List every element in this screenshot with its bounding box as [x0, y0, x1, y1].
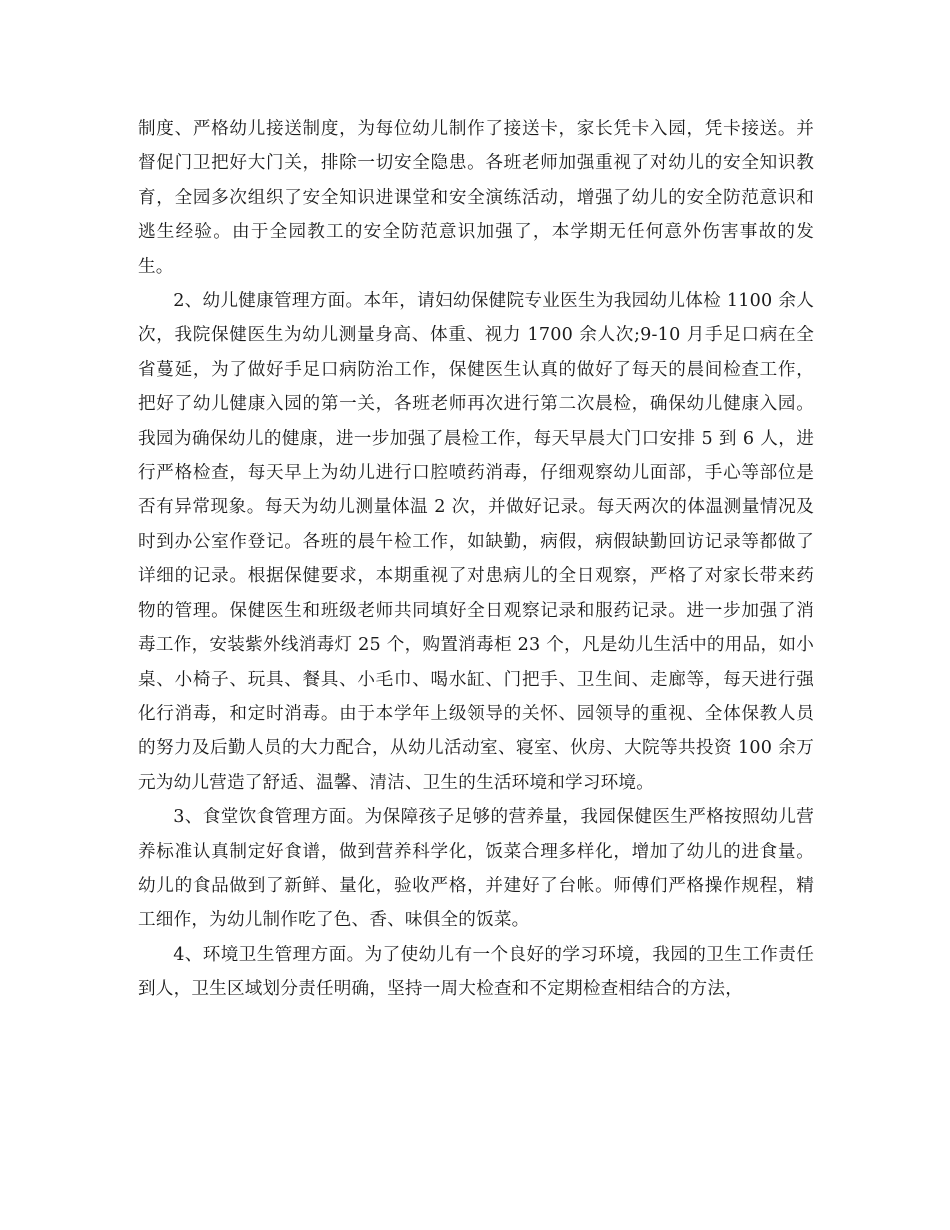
paragraph-canteen-management: 3、食堂饮食管理方面。为保障孩子足够的营养量，我园保健医生严格按照幼儿营养标准认真制定好食谱，做到营养科学化，饭菜合理多样化，增加了幼儿的进食量。幼儿的食品做到了新鲜、量化，验收严格，并建好了台帐。师傅们严格操作规程，精工细作，为幼儿制作吃了色、香、味俱全的饭菜。 [138, 807, 814, 931]
document-body [138, 112, 814, 1007]
paragraph-continued: 制度、严格幼儿接送制度，为每位幼儿制作了接送卡，家长凭卡入园，凭卡接送。并督促门卫把好大门关，排除一切安全隐患。各班老师加强重视了对幼儿的安全知识教育，全园多次组织了安全知识进课堂和安全演练活动，增强了幼儿的安全防范意识和逃生经验。由于全园教工的安全防范意识加强了，本学期无任何意外伤害事故的发生。 [138, 119, 814, 277]
paragraph-health-management: 2、幼儿健康管理方面。本年，请妇幼保健院专业医生为我园幼儿体检 1100 余人次，我院保健医生为幼儿测量身高、体重、视力 1700 余人次;9-10 月手足口病在全省蔓延，为了做好手足口病防治工作，保健医生认真的做好了每天的晨间检查工作，把好了幼儿健康入园的第一关，各班老师再次进行第二次晨检，确保幼儿健康入园。我园为确保幼儿的健康，进一步加强了晨检工作，每天早晨大门口安排 5 到 6 人，进行严格检查，每天早上为幼儿进行口腔喷药消毒，仔细观察幼儿面部，手心等部位是否有异常现象。每天为幼儿测量体温 2 次，并做好记录。每天两次的体温测量情况及时到办公室作登记。各班的晨午检工作，如缺勤，病假，病假缺勤回访记录等都做了详细的记录。根据保健要求，本期重视了对患病儿的全日观察，严格了对家长带来药物的管理。保健医生和班级老师共同填好全日观察记录和服药记录。进一步加强了消毒工作，安装紫外线消毒灯 25 个，购置消毒柜 23 个，凡是幼儿生活中的用品，如小桌、小椅子、玩具、餐具、小毛巾、喝水缸、门把手、卫生间、走廊等，每天进行强化行消毒，和定时消毒。由于本学年上级领导的关怀、园领导的重视、全体保教人员的努力及后勤人员的大力配合，从幼儿活动室、寝室、伙房、大院等共投资 100 余万元为幼儿营造了舒适、温馨、清洁、卫生的生活环境和学习环境。 [138, 291, 814, 793]
paragraph-environment-hygiene: 4、环境卫生管理方面。为了使幼儿有一个良好的学习环境，我园的卫生工作责任到人，卫生区域划分责任明确，坚持一周大检查和不定期检查相结合的方法， [138, 944, 814, 1000]
